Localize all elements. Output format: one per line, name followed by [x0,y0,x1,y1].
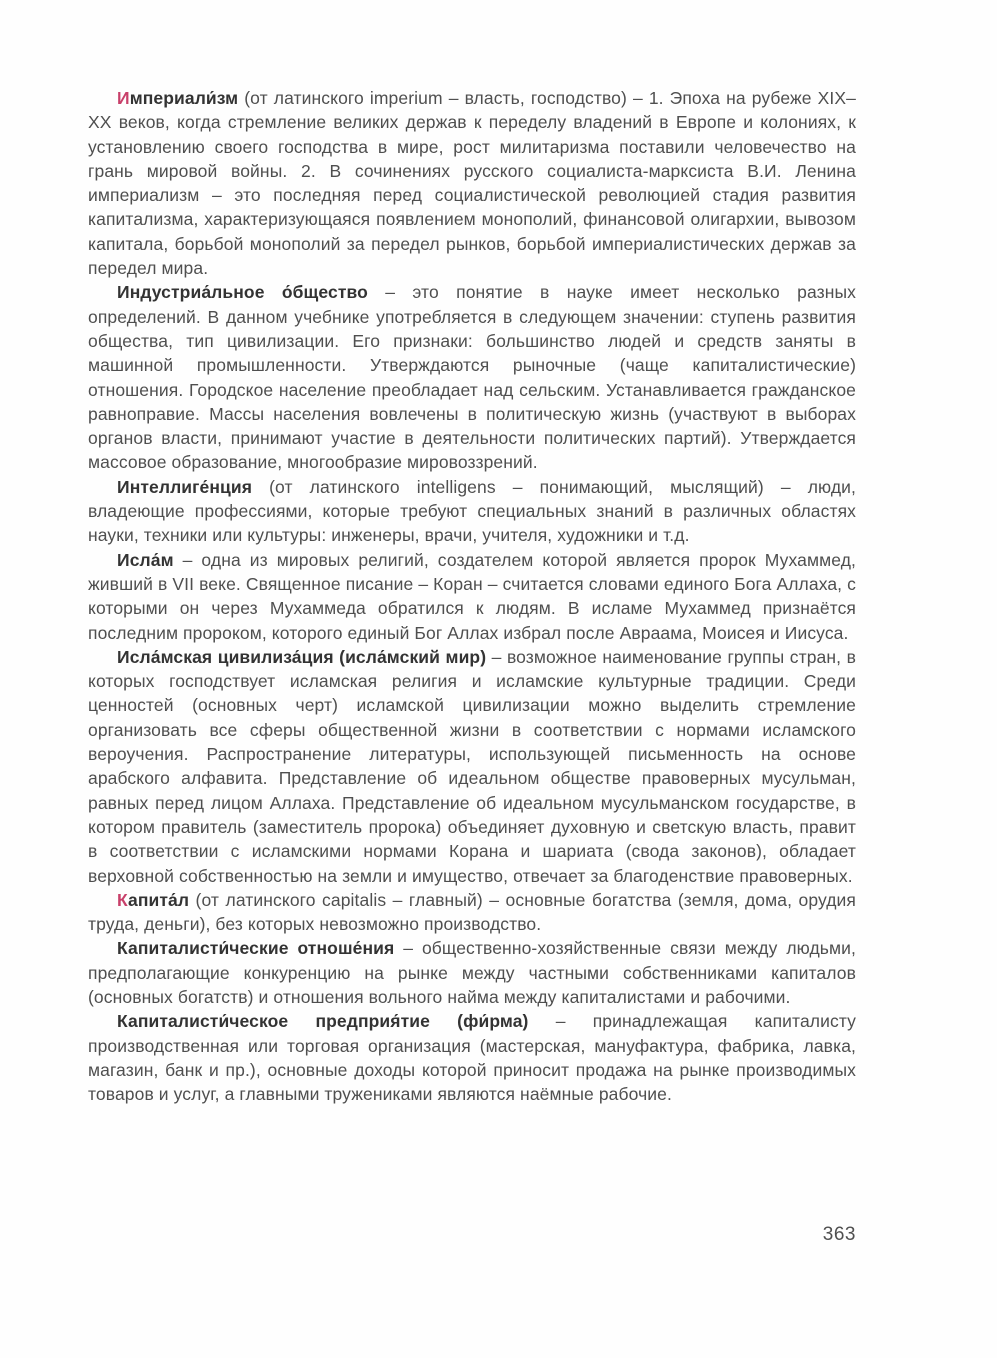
definition-text: – это понятие в науке имеет несколько разных определений. В данном учебнике употребляется в следующем значении: ступень развития общества, тип цивилизации. Его признаки: большинство людей и средств заняты в машинной промышленности. Утверждаются рыночные (чаще капиталистические) отношения. Городское население преобладает над сельским. Устанавливается гражданское равноправие. Массы населения вовлечены в политическую жизнь (участвуют в выборах органов власти, принимают участие в деятельности политических партий). Утверждается массовое образование, многообразие мировоззрений. [88,282,856,473]
term [117,88,238,108]
glossary-entry [88,645,856,888]
term [117,1011,528,1031]
glossary-entry [88,888,856,937]
term-rest: апиталисти́ческие отноше́ния [128,938,395,959]
page-number: 363 [822,1224,856,1245]
term-rest: мпериали́зм [129,88,239,108]
term-initial: И [117,646,130,667]
term [117,647,486,667]
definition-text: – возможное наименование группы стран, в которых господствует исламская религия и исламские культурные традиции. Среди ценностей (основных черт) исламской цивилизации можно выделить стремление организовать все сферы общественной жизни в соответствии с нормами исламского вероучения. Распространение литературы, использующей письменность на основе арабского алфавита. Представление об идеальном обществе правоверных мусульман, равных перед лицом Аллаха. Представление об идеальном мусульманском государстве, в котором правитель (заместитель пророка) объединяет духовную и светскую власть, правит в соответствии с исламскими нормами Корана и шариата (свода законов), обладает верховной собственностью на земли и имущество, отвечает за благоденствие правоверных. [88,646,856,886]
term [117,282,368,302]
glossary-entry [88,548,856,645]
term-initial: И [117,549,130,570]
term-rest: апиталисти́ческое предприя́тие (фи́рма) [128,1011,529,1032]
term-rest: апита́л [128,889,190,910]
definition-text: – принадлежащая капиталисту производственная или торговая организация (мастерская, мануфактура, фабрика, лавка, магазин, банк и пр.), основные доходы которой приносит продажа на рынке производимых товаров и услуг, а главными тружениками являются наёмные рабочие. [88,1011,856,1105]
definition-text: (от латинского capitalis – главный) – основные богатства (земля, дома, орудия труда, деньги), без которых невозможно производство. [88,889,856,935]
term-rest: сла́мская цивилиза́ция (исла́мский мир) [129,646,487,667]
term-initial: И [117,282,130,303]
term [117,890,189,910]
glossary-entry [88,280,856,474]
term-initial: И [117,88,130,108]
glossary-entry [88,1009,856,1106]
term [117,477,252,497]
definition-text: – общественно-хозяйственные связи между людьми, предполагающие конкуренцию на рынке между частными собственниками капиталов (основных богатств) и отношения вольного найма между капиталистами и рабочими. [88,938,856,1007]
term-initial: К [117,938,128,959]
term [117,550,174,570]
glossary [88,86,856,1106]
term [117,938,394,958]
glossary-entry [88,936,856,1009]
term-initial: И [117,476,130,497]
definition-text: (от латинского imperium – власть, господство) – 1. Эпоха на рубеже XIX–XX веков, когда стремление великих держав к переделу владений в Европе и колониях, к установлению своего господства в мире, рост милитаризма поставили человечество на грань мировой войны. 2. В сочинениях русского социалиста-марксиста В.И. Ленина империализм – это последняя перед социалистической революцией стадия развития капитализма, характеризующаяся появлением монополий, финансовой олигархии, вывозом капитала, борьбой монополий за передел рынков, борьбой империалистических держав за передел мира. [88,88,856,279]
glossary-entry [88,475,856,548]
term-rest: сла́м [129,549,174,570]
term-rest: нтеллиге́нция [129,476,253,497]
term-initial: К [117,1011,128,1032]
definition-text: – одна из мировых религий, создателем которой является пророк Мухаммед, живший в VII веке. Священное писание – Коран – считается словами единого Бога Аллаха, с которыми он через Мухаммеда обратился к людям. В исламе Мухаммед признаётся последним пророком, которого единый Бог Аллах избрал после Авраама, Моисея и Иисуса. [88,549,856,643]
term-rest: ндустриа́льное о́бщество [129,282,368,303]
glossary-entry [88,86,856,280]
term-initial: К [117,889,128,910]
definition-text: (от латинского intelligens – понимающий, мыслящий) – люди, владеющие профессиями, которые требуют специальных знаний в различных областях науки, техники или культуры: инженеры, врачи, учителя, художники и т.д. [88,476,856,546]
